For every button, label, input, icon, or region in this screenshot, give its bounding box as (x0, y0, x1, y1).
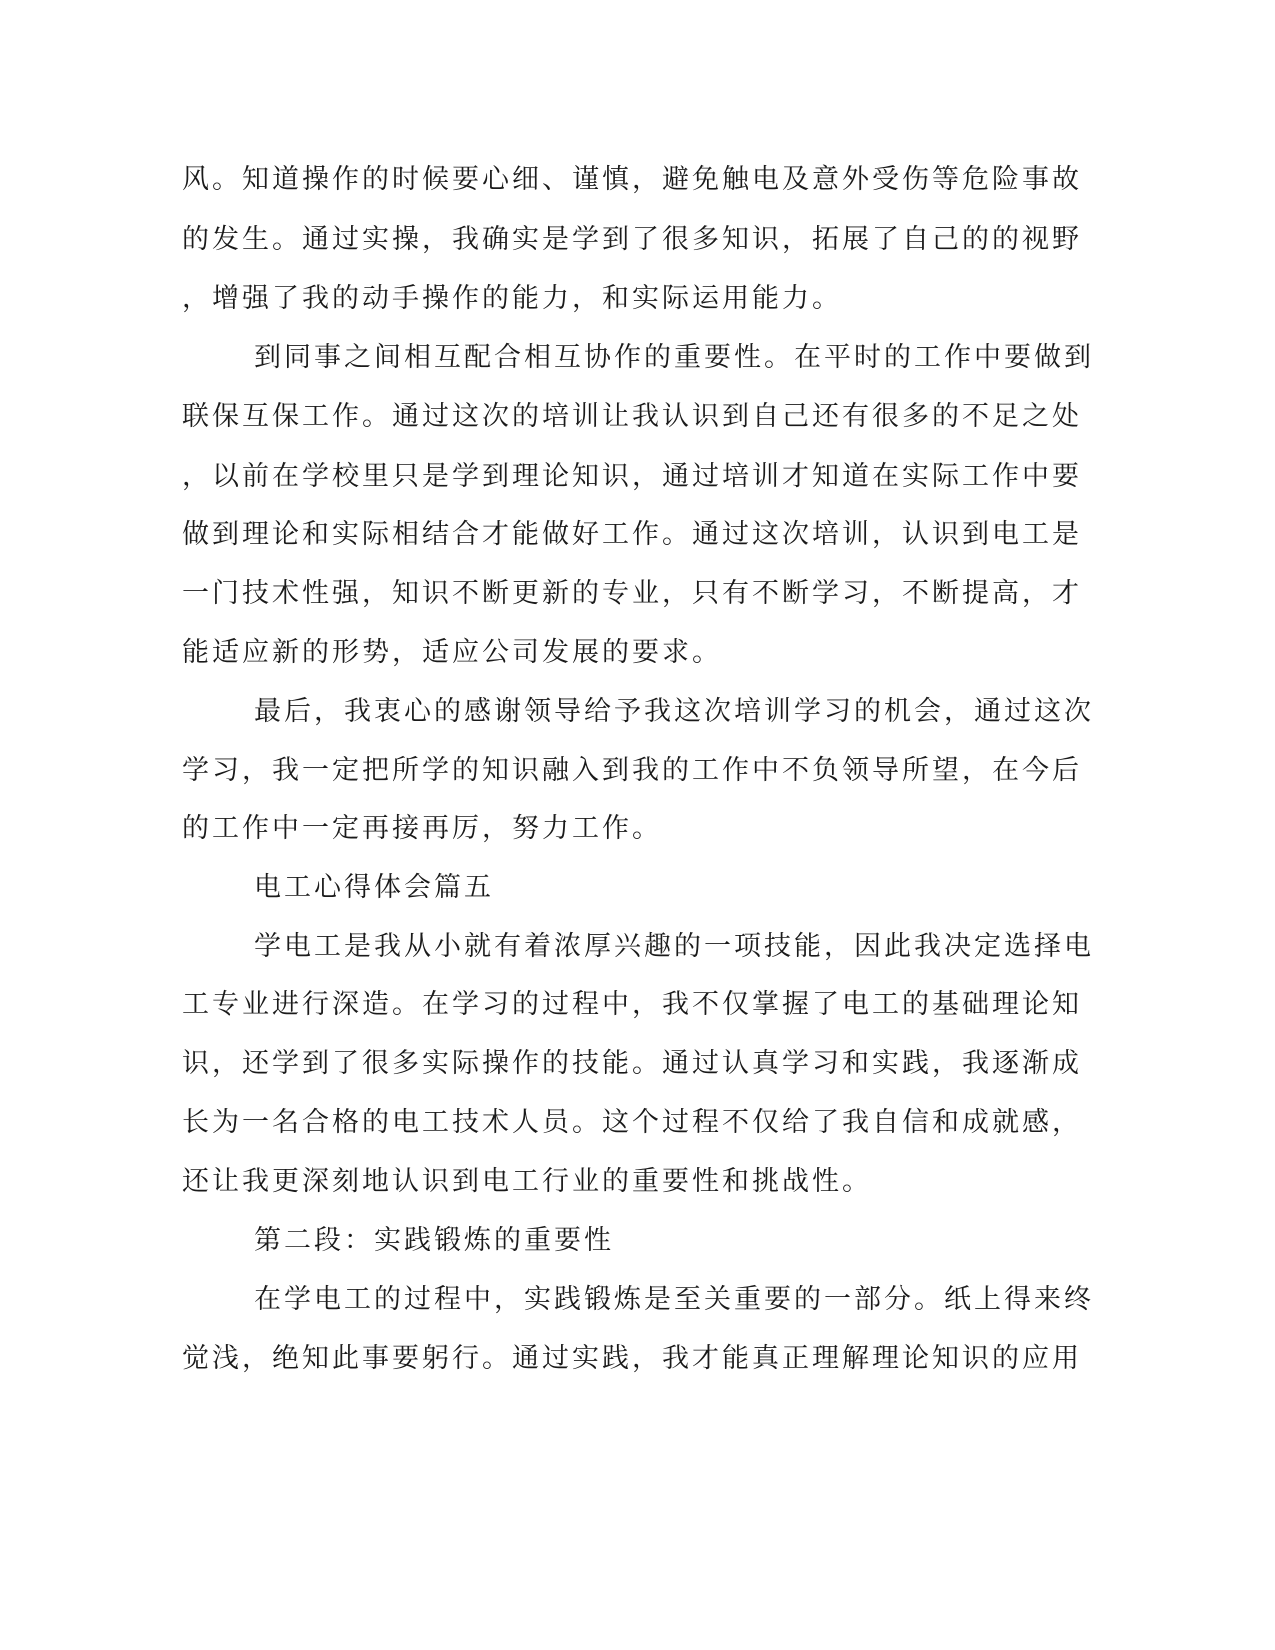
text-line: 能适应新的形势，适应公司发展的要求。 (182, 637, 722, 668)
paragraph-start: 最后，我衷心的感谢领导给予我这次培训学习的机会，通过这次 (254, 696, 1094, 727)
section-heading: 电工心得体会篇五 (254, 872, 494, 903)
text-line: 还让我更深刻地认识到电工行业的重要性和挑战性。 (182, 1166, 872, 1197)
paragraph-start: 学电工是我从小就有着浓厚兴趣的一项技能，因此我决定选择电 (254, 931, 1094, 962)
text-line: ，增强了我的动手操作的能力，和实际运用能力。 (182, 283, 842, 314)
text-line: 的发生。通过实操，我确实是学到了很多知识，拓展了自己的的视野 (182, 224, 1082, 255)
text-line: 工专业进行深造。在学习的过程中，我不仅掌握了电工的基础理论知 (182, 989, 1082, 1020)
text-line: 一门技术性强，知识不断更新的专业，只有不断学习，不断提高，才 (182, 578, 1082, 609)
text-line: 做到理论和实际相结合才能做好工作。通过这次培训，认识到电工是 (182, 519, 1082, 550)
paragraph-start: 在学电工的过程中，实践锻炼是至关重要的一部分。纸上得来终 (254, 1284, 1094, 1315)
text-line: 联保互保工作。通过这次的培训让我认识到自己还有很多的不足之处 (182, 401, 1082, 432)
text-line: 识，还学到了很多实际操作的技能。通过认真学习和实践，我逐渐成 (182, 1048, 1082, 1079)
text-line: ，以前在学校里只是学到理论知识，通过培训才知道在实际工作中要 (182, 461, 1082, 492)
text-line: 觉浅，绝知此事要躬行。通过实践，我才能真正理解理论知识的应用 (182, 1343, 1082, 1374)
paragraph-start: 到同事之间相互配合相互协作的重要性。在平时的工作中要做到 (254, 342, 1094, 373)
text-line: 的工作中一定再接再厉，努力工作。 (182, 813, 662, 844)
text-line: 长为一名合格的电工技术人员。这个过程不仅给了我自信和成就感， (182, 1107, 1082, 1138)
section-heading: 第二段：实践锻炼的重要性 (254, 1225, 614, 1256)
text-line: 学习，我一定把所学的知识融入到我的工作中不负领导所望，在今后 (182, 755, 1082, 786)
text-line: 风。知道操作的时候要心细、谨慎，避免触电及意外受伤等危险事故 (182, 164, 1082, 195)
